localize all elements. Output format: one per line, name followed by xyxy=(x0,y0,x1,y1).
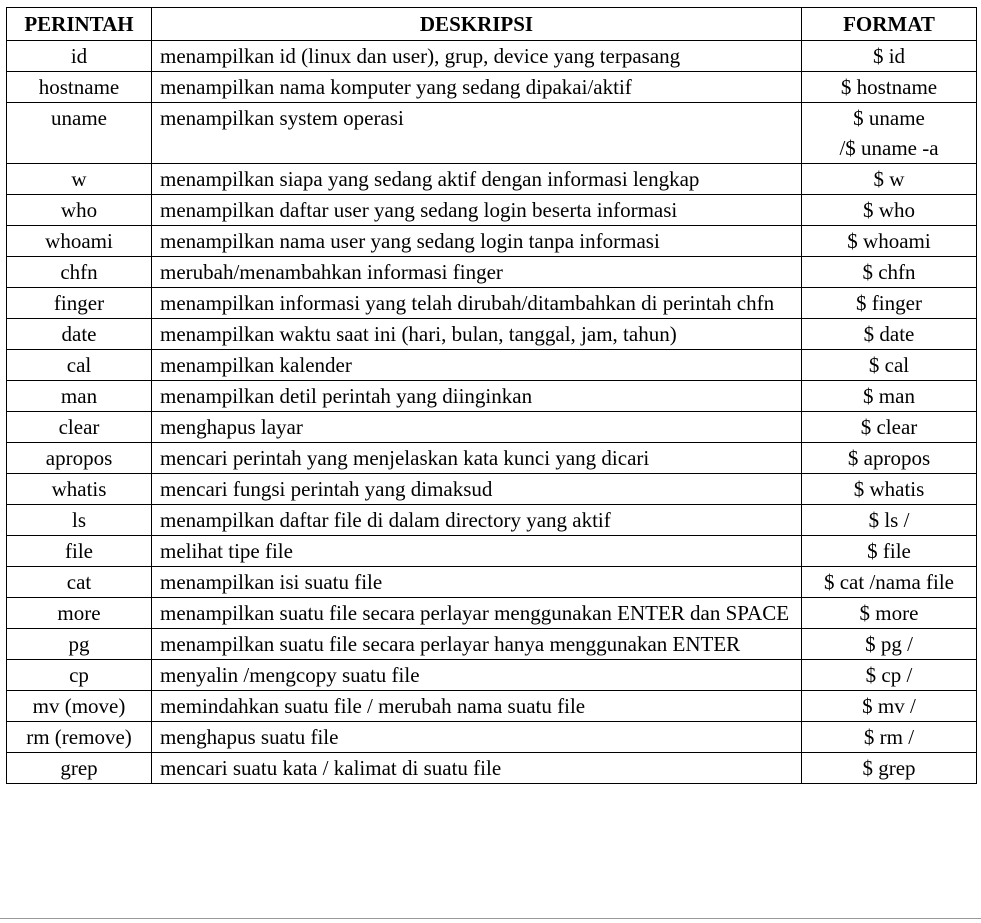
table-row xyxy=(7,226,977,257)
description-cell: merubah/menambahkan informasi finger xyxy=(152,257,802,288)
format-cell xyxy=(802,629,977,660)
table-row xyxy=(7,195,977,226)
table-row xyxy=(7,598,977,629)
command-cell: clear xyxy=(7,412,152,443)
format-text: $ grep xyxy=(862,756,916,780)
page-bottom-divider xyxy=(0,918,981,919)
command-cell: grep xyxy=(7,753,152,784)
format-text: $ uname xyxy=(853,106,925,130)
command-cell: apropos xyxy=(7,443,152,474)
command-cell: file xyxy=(7,536,152,567)
command-cell: mv (move) xyxy=(7,691,152,722)
table-row xyxy=(7,103,977,164)
format-text: $ cal xyxy=(868,353,910,377)
format-text: $ man xyxy=(863,384,915,408)
format-cell xyxy=(802,722,977,753)
format-text: $ chfn xyxy=(862,260,916,284)
format-cell xyxy=(802,660,977,691)
table-row xyxy=(7,567,977,598)
table-row xyxy=(7,350,977,381)
description-cell: menampilkan suatu file secara perlayar menggunakan ENTER dan SPACE xyxy=(152,598,802,629)
format-text: $ apropos xyxy=(847,446,931,470)
command-cell: who xyxy=(7,195,152,226)
format-cell xyxy=(802,288,977,319)
description-cell: mencari fungsi perintah yang dimaksud xyxy=(152,474,802,505)
command-cell: finger xyxy=(7,288,152,319)
description-cell: menampilkan suatu file secara perlayar hanya menggunakan ENTER xyxy=(152,629,802,660)
description-cell: mencari perintah yang menjelaskan kata kunci yang dicari xyxy=(152,443,802,474)
command-cell: man xyxy=(7,381,152,412)
description-cell: menampilkan daftar file di dalam directory yang aktif xyxy=(152,505,802,536)
format-cell xyxy=(802,505,977,536)
format-cell xyxy=(802,164,977,195)
command-cell: pg xyxy=(7,629,152,660)
format-text: $ w xyxy=(873,167,905,191)
format-text: $ file xyxy=(867,539,911,563)
command-cell: ls xyxy=(7,505,152,536)
format-cell xyxy=(802,598,977,629)
table-row xyxy=(7,753,977,784)
format-cell xyxy=(802,567,977,598)
description-cell: menampilkan detil perintah yang diinginkan xyxy=(152,381,802,412)
description-cell: menampilkan id (linux dan user), grup, device yang terpasang xyxy=(152,41,802,72)
format-cell xyxy=(802,443,977,474)
description-cell: mencari suatu kata / kalimat di suatu file xyxy=(152,753,802,784)
command-cell: cal xyxy=(7,350,152,381)
format-text: $ whoami xyxy=(847,229,931,253)
format-cell xyxy=(802,753,977,784)
format-cell xyxy=(802,474,977,505)
format-cell xyxy=(802,350,977,381)
description-cell: menampilkan system operasi xyxy=(152,103,802,164)
format-cell xyxy=(802,72,977,103)
format-text: $ whatis xyxy=(853,477,925,501)
format-text: $ finger xyxy=(856,291,922,315)
format-text: $ who xyxy=(863,198,915,222)
description-cell: memindahkan suatu file / merubah nama suatu file xyxy=(152,691,802,722)
format-text: $ cat /nama file xyxy=(823,570,955,594)
table-row xyxy=(7,257,977,288)
command-cell: hostname xyxy=(7,72,152,103)
table-header-row xyxy=(7,8,977,41)
format-text: $ id xyxy=(872,44,906,68)
command-cell: cp xyxy=(7,660,152,691)
table-row xyxy=(7,474,977,505)
description-cell: menampilkan isi suatu file xyxy=(152,567,802,598)
format-text: $ hostname xyxy=(840,75,938,99)
description-cell: menghapus suatu file xyxy=(152,722,802,753)
format-cell xyxy=(802,41,977,72)
command-cell: whoami xyxy=(7,226,152,257)
description-cell: menghapus layar xyxy=(152,412,802,443)
description-cell: menampilkan siapa yang sedang aktif dengan informasi lengkap xyxy=(152,164,802,195)
table-row xyxy=(7,288,977,319)
format-cell xyxy=(802,536,977,567)
table-row xyxy=(7,505,977,536)
command-cell: uname xyxy=(7,103,152,164)
format-cell xyxy=(802,691,977,722)
description-cell: menampilkan waktu saat ini (hari, bulan, tanggal, jam, tahun) xyxy=(152,319,802,350)
description-cell: menampilkan daftar user yang sedang login beserta informasi xyxy=(152,195,802,226)
format-text: $ rm / xyxy=(863,725,915,749)
table-row xyxy=(7,319,977,350)
format-text: $ mv / xyxy=(862,694,916,718)
header-deskripsi: DESKRIPSI xyxy=(152,8,802,41)
command-cell: more xyxy=(7,598,152,629)
command-cell: w xyxy=(7,164,152,195)
table-row xyxy=(7,412,977,443)
format-cell xyxy=(802,226,977,257)
command-cell: date xyxy=(7,319,152,350)
description-cell: menyalin /mengcopy suatu file xyxy=(152,660,802,691)
command-cell: cat xyxy=(7,567,152,598)
table-row xyxy=(7,41,977,72)
table-row xyxy=(7,629,977,660)
format-cell xyxy=(802,381,977,412)
table-row xyxy=(7,443,977,474)
description-cell: menampilkan kalender xyxy=(152,350,802,381)
table-row xyxy=(7,381,977,412)
format-text: $ cp / xyxy=(865,663,913,687)
format-text: $ pg / xyxy=(865,632,913,656)
format-text-alt: /$ uname -a xyxy=(839,136,939,160)
command-cell: id xyxy=(7,41,152,72)
format-cell xyxy=(802,103,977,164)
command-cell: whatis xyxy=(7,474,152,505)
format-cell xyxy=(802,257,977,288)
description-cell: menampilkan informasi yang telah dirubah/ditambahkan di perintah chfn xyxy=(152,288,802,319)
format-cell xyxy=(802,319,977,350)
command-cell: chfn xyxy=(7,257,152,288)
format-text: $ ls / xyxy=(868,508,910,532)
table-row xyxy=(7,536,977,567)
format-text: $ more xyxy=(859,601,919,625)
header-perintah: PERINTAH xyxy=(7,8,152,41)
format-text: $ date xyxy=(863,322,915,346)
header-format: FORMAT xyxy=(802,8,977,41)
description-cell: menampilkan nama user yang sedang login tanpa informasi xyxy=(152,226,802,257)
table-row xyxy=(7,660,977,691)
description-cell: menampilkan nama komputer yang sedang dipakai/aktif xyxy=(152,72,802,103)
table-row xyxy=(7,72,977,103)
description-cell: melihat tipe file xyxy=(152,536,802,567)
format-text: $ clear xyxy=(860,415,918,439)
format-cell xyxy=(802,412,977,443)
table-row xyxy=(7,691,977,722)
table-row xyxy=(7,722,977,753)
command-table xyxy=(6,7,977,784)
format-cell xyxy=(802,195,977,226)
table-row xyxy=(7,164,977,195)
command-cell: rm (remove) xyxy=(7,722,152,753)
